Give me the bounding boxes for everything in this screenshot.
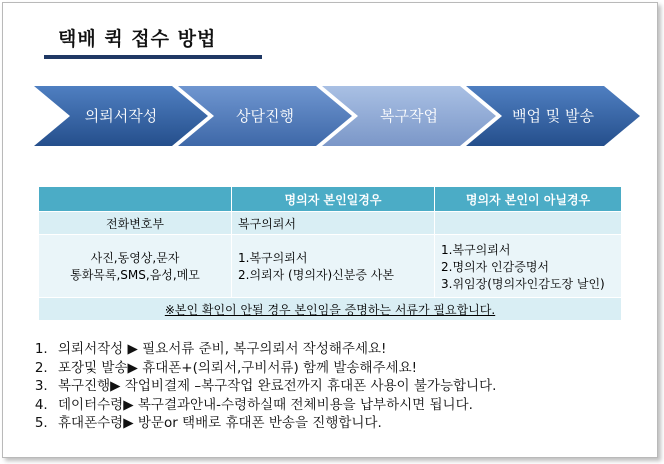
- table-header-self: 명의자 본인일경우: [232, 187, 435, 212]
- table-header-other: 명의자 본인이 아닐경우: [435, 187, 622, 212]
- row-other-docs: [435, 235, 622, 298]
- procedure-list: [14, 340, 496, 433]
- table-row: [39, 212, 622, 235]
- flow-step-2-label: 상담진행: [236, 107, 294, 125]
- row-label-phonebook: 전화변호부: [39, 212, 232, 235]
- list-item: 1. 의뢰서작성 ▶ 필요서류 준비, 복구의뢰서 작성해주세요!: [52, 340, 496, 359]
- media-label-line1: 사진,동영상,문자: [90, 251, 180, 265]
- table-row: [39, 235, 622, 298]
- flow-step-3-label: 복구작업: [380, 107, 438, 125]
- doc-line: 1.복구의뢰서: [238, 251, 308, 265]
- media-label-line2: 통화목록,SMS,음성,메모: [70, 268, 200, 282]
- doc-line: 2.명의자 인감증명서: [441, 259, 550, 274]
- doc-line: 3.위임장(명의자인감도장 날인): [441, 276, 605, 291]
- list-item: 5. 휴대폰수령▶ 방문or 택배로 휴대폰 반송을 진행합니다.: [52, 414, 496, 433]
- flow-step-1-label: 의뢰서작성: [84, 107, 158, 125]
- list-item: 3. 복구진행▶ 작업비결제 –복구작업 완료전까지 휴대폰 사용이 불가능합니다.: [52, 377, 496, 396]
- row-self-docs: [232, 212, 435, 235]
- table-row: [39, 298, 622, 321]
- doc-line: 1.복구의뢰서: [441, 242, 511, 257]
- document-requirements-table: [38, 186, 622, 321]
- row-self-docs: [232, 235, 435, 298]
- doc-line: 2.의뢰자 (명의자)신분증 사본: [238, 268, 394, 282]
- table-header-blank: [39, 187, 232, 212]
- row-other-docs: [435, 212, 622, 235]
- table-note: ※본인 확인이 안될 경우 본인임을 증명하는 서류가 필요합니다.: [39, 298, 622, 321]
- flow-step-4-label: 백업 및 발송: [512, 107, 594, 125]
- list-item: 4. 데이터수령▶ 복구결과안내-수령하실때 전체비용을 납부하시면 됩니다.: [52, 396, 496, 415]
- list-item: 2. 포장및 발송▶ 휴대폰+(의뢰서,구비서류) 함께 발송해주세요!: [52, 359, 496, 378]
- page-title: 택배 퀵 접수 방법: [58, 28, 217, 50]
- doc-line: 복구의뢰서: [238, 216, 296, 231]
- row-label-media: [39, 235, 232, 298]
